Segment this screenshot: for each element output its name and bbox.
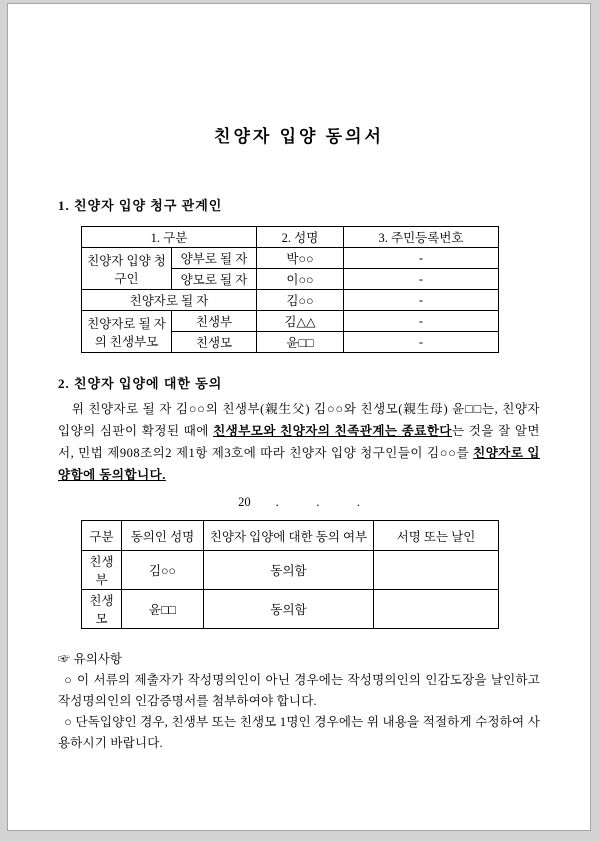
document-content — [8, 4, 590, 754]
table1-cell-rrn: - — [344, 332, 499, 353]
table1-group-bio-parents: 친양자로 될 자의 친생부모 — [82, 311, 172, 353]
date-line: 20 . . . — [238, 495, 360, 509]
note-item: ○ 이 서류의 제출자가 작성명의인이 아닌 경우에는 작성명의인의 인감도장을 날인하고 작성명의인의 인감증명서를 첨부하여야 합니다. — [58, 673, 540, 708]
table1-cell-rrn: - — [344, 248, 499, 269]
consent-text-emphasis-1: 친생부모와 친양자의 친족관계는 종료한다 — [213, 424, 452, 438]
table1-header-rrn: 3. 주민등록번호 — [344, 227, 499, 248]
table-row — [82, 227, 499, 248]
consent-table — [81, 520, 499, 629]
table2-cell-consent: 동의함 — [204, 551, 374, 590]
table1-cell-rrn: - — [344, 311, 499, 332]
consent-paragraph — [58, 398, 540, 486]
table2-header-category: 구분 — [82, 521, 122, 551]
table1-cell-name: 김△△ — [257, 311, 344, 332]
table2-header-consent-status: 친양자 입양에 대한 동의 여부 — [204, 521, 374, 551]
notes-heading-label: 유의사항 — [73, 652, 122, 666]
table1-header-name: 2. 성명 — [257, 227, 344, 248]
pointing-hand-icon: ☞ — [58, 652, 71, 666]
consent-text-2: 는 것을 잘 알면서, 민법 제908조의2 제1항 제3호에 따라 친양자 입양 청구인들이 김○○를 — [58, 424, 541, 460]
table1-cell-rrn: - — [344, 290, 499, 311]
table1-cell-rrn: - — [344, 269, 499, 290]
table1-cell-adoptee-label: 친양자로 될 자 — [82, 290, 257, 311]
table1-cell-name: 김○○ — [257, 290, 344, 311]
notes-heading — [58, 649, 540, 670]
note-item: ○ 단독입양인 경우, 친생부 또는 친생모 1명인 경우에는 위 내용을 적절하게 수정하여 사용하시기 바랍니다. — [58, 715, 540, 750]
table-row — [82, 590, 499, 629]
section2-heading: 2. 친양자 입양에 대한 동의 — [58, 376, 223, 391]
table2-cell-role: 친생부 — [82, 551, 122, 590]
consent-text-1: 위 친양자로 될 자 김○○의 친생부(親生父) 김○○와 친생모(親生母) 윤□□는, 친양자 입양의 심판이 확정된 때에 — [58, 402, 540, 438]
table2-cell-consent: 동의함 — [204, 590, 374, 629]
table-row — [82, 551, 499, 590]
table2-cell-signature — [374, 590, 499, 629]
document-title: 친양자 입양 동의서 — [214, 127, 384, 146]
table2-header-consenter-name: 동의인 성명 — [122, 521, 204, 551]
table1-cell-sub: 친생부 — [172, 311, 257, 332]
section1-heading: 1. 친양자 입양 청구 관계인 — [58, 198, 223, 213]
table-row — [82, 521, 499, 551]
notes-section — [58, 649, 540, 754]
table2-header-signature: 서명 또는 날인 — [374, 521, 499, 551]
table1-cell-name: 박○○ — [257, 248, 344, 269]
table1-cell-name: 윤□□ — [257, 332, 344, 353]
table1-cell-sub: 친생모 — [172, 332, 257, 353]
table2-cell-name: 윤□□ — [122, 590, 204, 629]
table1-header-category: 1. 구분 — [82, 227, 257, 248]
table1-cell-sub: 양모로 될 자 — [172, 269, 257, 290]
table2-cell-name: 김○○ — [122, 551, 204, 590]
petitioners-table — [81, 226, 499, 353]
table1-group-petitioners: 친양자 입양 청구인 — [82, 248, 172, 290]
document-page — [7, 3, 591, 831]
table-row — [82, 248, 499, 269]
table1-cell-name: 이○○ — [257, 269, 344, 290]
table-row — [82, 290, 499, 311]
consent-text-emphasis-2: 친양자로 입양함에 동의합니다. — [58, 446, 540, 482]
table-row — [82, 311, 499, 332]
table1-cell-sub: 양부로 될 자 — [172, 248, 257, 269]
table2-cell-signature — [374, 551, 499, 590]
table2-cell-role: 친생모 — [82, 590, 122, 629]
